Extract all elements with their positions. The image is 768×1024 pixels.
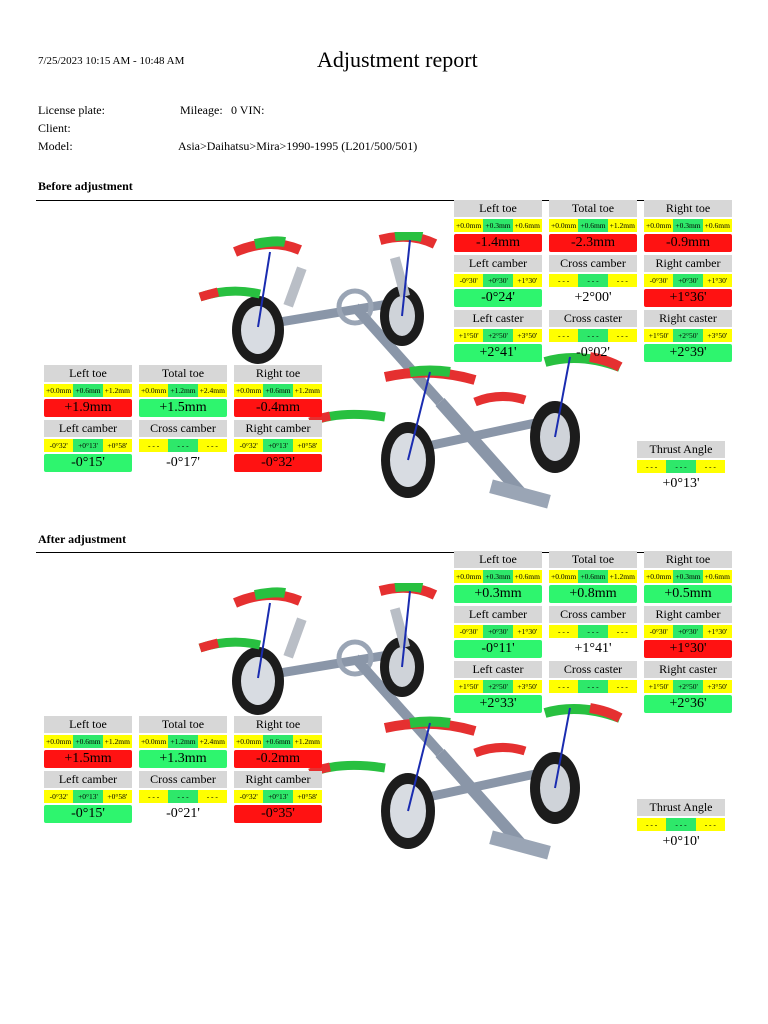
range-min: - - -: [139, 439, 168, 452]
rear-left-toe-measurement: [44, 716, 132, 768]
front-right-caster-measurement: [644, 661, 732, 713]
measured-value: -0°11': [454, 640, 542, 658]
range-min: +0.0mm: [644, 219, 673, 232]
mileage-value: 0 VIN:: [231, 103, 265, 117]
range-min: - - -: [637, 818, 666, 831]
range-min: +1°50': [454, 680, 483, 693]
range-max: - - -: [696, 818, 725, 831]
measured-value: -0.9mm: [644, 234, 732, 252]
range-target: +2°50': [673, 329, 702, 342]
rear-left-camber-measurement: [44, 771, 132, 823]
range-min: - - -: [549, 329, 578, 342]
measurement-label: Right camber: [644, 255, 732, 272]
range-target: +1.2mm: [168, 735, 197, 748]
range-min: -0°30': [644, 274, 673, 287]
measured-value: -0°02': [576, 345, 610, 360]
measured-value: +1.9mm: [44, 399, 132, 417]
tolerance-range: [454, 570, 542, 583]
range-max: +2.4mm: [198, 384, 227, 397]
measurement-label: Right camber: [234, 420, 322, 437]
range-max: +1°30': [703, 625, 732, 638]
front-cross-camber-measurement: [549, 255, 637, 307]
rear-total-toe-measurement: [139, 365, 227, 417]
range-max: +1.2mm: [608, 219, 637, 232]
range-target: +0°30': [483, 274, 512, 287]
tolerance-range: [644, 625, 732, 638]
front-right-caster-measurement: [644, 310, 732, 362]
measured-value: -0°15': [44, 454, 132, 472]
tolerance-range: [44, 790, 132, 803]
tolerance-range: [454, 625, 542, 638]
tolerance-range: [644, 219, 732, 232]
tolerance-range: [549, 680, 637, 693]
measurement-label: Left camber: [454, 606, 542, 623]
range-target: +2°50': [483, 680, 512, 693]
range-max: +1.2mm: [103, 384, 132, 397]
front-right-toe-measurement: [644, 200, 732, 252]
range-max: +1°30': [513, 274, 542, 287]
measurement-label: Cross camber: [549, 255, 637, 272]
range-min: - - -: [637, 460, 666, 473]
tolerance-range: [637, 460, 725, 473]
measurement-label: Right toe: [234, 716, 322, 733]
measurement-label: Total toe: [549, 200, 637, 217]
measurement-label: Left toe: [454, 200, 542, 217]
range-target: +0.6mm: [263, 384, 292, 397]
measurement-label: Cross camber: [549, 606, 637, 623]
front-right-camber-measurement: [644, 606, 732, 658]
measurement-label: Left caster: [454, 310, 542, 327]
date-range: 7/25/2023 10:15 AM - 10:48 AM: [38, 55, 185, 67]
measurement-label: Cross caster: [549, 310, 637, 327]
measurement-label: Left camber: [44, 420, 132, 437]
range-max: - - -: [608, 625, 637, 638]
range-max: +3°50': [703, 329, 732, 342]
range-min: - - -: [549, 274, 578, 287]
front-left-camber-measurement: [454, 255, 542, 307]
range-target: +0°13': [263, 439, 292, 452]
rear-cross-camber-measurement: [139, 420, 227, 472]
range-max: +0.6mm: [703, 570, 732, 583]
range-target: +0°13': [73, 790, 102, 803]
measurement-label: Thrust Angle: [637, 441, 725, 458]
range-target: - - -: [578, 274, 607, 287]
range-target: +0.6mm: [73, 384, 102, 397]
front-left-toe-measurement: [454, 200, 542, 252]
measurement-label: Cross camber: [139, 771, 227, 788]
front-left-camber-measurement: [454, 606, 542, 658]
range-target: - - -: [578, 680, 607, 693]
range-target: - - -: [666, 818, 695, 831]
front-cross-caster-measurement: [549, 661, 637, 713]
range-target: +0°30': [673, 274, 702, 287]
range-min: -0°32': [44, 439, 73, 452]
front-total-toe-measurement: [549, 551, 637, 603]
front-left-caster-measurement: [454, 310, 542, 362]
measured-value: -1.4mm: [454, 234, 542, 252]
measurement-label: Total toe: [139, 365, 227, 382]
range-target: +0°13': [263, 790, 292, 803]
front-right-camber-measurement: [644, 255, 732, 307]
tolerance-range: [644, 570, 732, 583]
measured-value: +0.5mm: [644, 585, 732, 603]
measurement-label: Left camber: [454, 255, 542, 272]
tolerance-range: [549, 274, 637, 287]
measurement-label: Left caster: [454, 661, 542, 678]
measurement-label: Right camber: [644, 606, 732, 623]
range-max: +0.6mm: [703, 219, 732, 232]
measurement-label: Total toe: [139, 716, 227, 733]
range-min: +0.0mm: [549, 570, 578, 583]
range-max: - - -: [608, 680, 637, 693]
range-target: +0.6mm: [578, 219, 607, 232]
range-min: +1°50': [644, 329, 673, 342]
range-max: +3°50': [513, 329, 542, 342]
measured-value: +2°41': [454, 344, 542, 362]
range-min: +1°50': [454, 329, 483, 342]
section-title-before: Before adjustment: [38, 179, 133, 193]
measurement-label: Right toe: [644, 200, 732, 217]
model-label: Model:: [38, 139, 73, 153]
rear-cross-camber-measurement: [139, 771, 227, 823]
range-max: +0°58': [103, 439, 132, 452]
thrust-angle-measurement: [637, 441, 725, 493]
measurement-label: Right caster: [644, 661, 732, 678]
range-target: +2°50': [673, 680, 702, 693]
range-target: - - -: [666, 460, 695, 473]
measured-value: +0.3mm: [454, 585, 542, 603]
range-min: -0°30': [454, 625, 483, 638]
rear-left-camber-measurement: [44, 420, 132, 472]
measured-value: +2°36': [644, 695, 732, 713]
measured-value: +0°13': [662, 476, 700, 491]
range-min: +0.0mm: [549, 219, 578, 232]
license-plate-label: License plate:: [38, 103, 105, 117]
measured-value: -0°17': [166, 455, 200, 470]
front-cross-caster-measurement: [549, 310, 637, 362]
measurement-label: Left toe: [44, 716, 132, 733]
tolerance-range: [454, 680, 542, 693]
range-max: +1°30': [513, 625, 542, 638]
range-min: +0.0mm: [234, 384, 263, 397]
range-target: +0.6mm: [73, 735, 102, 748]
measurement-label: Left toe: [454, 551, 542, 568]
tolerance-range: [234, 384, 322, 397]
tolerance-range: [644, 680, 732, 693]
range-target: +2°50': [483, 329, 512, 342]
range-max: +1.2mm: [103, 735, 132, 748]
range-min: - - -: [139, 790, 168, 803]
measured-value: +1.5mm: [139, 399, 227, 417]
measured-value: -0°35': [234, 805, 322, 823]
measurement-label: Right camber: [234, 771, 322, 788]
tolerance-range: [44, 735, 132, 748]
tolerance-range: [139, 790, 227, 803]
measurement-label: Left camber: [44, 771, 132, 788]
measured-value: +1.5mm: [44, 750, 132, 768]
range-max: +0.6mm: [513, 219, 542, 232]
measured-value: -0°24': [454, 289, 542, 307]
range-max: +0°58': [293, 439, 322, 452]
tolerance-range: [139, 439, 227, 452]
range-target: - - -: [578, 625, 607, 638]
range-max: - - -: [608, 329, 637, 342]
tolerance-range: [644, 274, 732, 287]
front-cross-camber-measurement: [549, 606, 637, 658]
range-target: +1.2mm: [168, 384, 197, 397]
range-max: +1.2mm: [293, 735, 322, 748]
measured-value: +0°10': [662, 834, 700, 849]
range-min: - - -: [549, 625, 578, 638]
range-max: - - -: [198, 439, 227, 452]
range-min: -0°30': [644, 625, 673, 638]
rear-left-toe-measurement: [44, 365, 132, 417]
range-max: - - -: [608, 274, 637, 287]
rear-right-toe-measurement: [234, 716, 322, 768]
measurement-label: Total toe: [549, 551, 637, 568]
range-min: -0°32': [234, 790, 263, 803]
measured-value: -0°32': [234, 454, 322, 472]
measurement-label: Thrust Angle: [637, 799, 725, 816]
tolerance-range: [234, 735, 322, 748]
measured-value: -0°21': [166, 806, 200, 821]
tolerance-range: [549, 625, 637, 638]
range-min: +0.0mm: [454, 570, 483, 583]
measured-value: -0°15': [44, 805, 132, 823]
range-min: +0.0mm: [44, 735, 73, 748]
range-min: +0.0mm: [139, 384, 168, 397]
measured-value: +1°41': [574, 641, 612, 656]
range-min: +0.0mm: [234, 735, 263, 748]
rear-axle-graphic: [310, 357, 620, 509]
range-target: +0.3mm: [483, 570, 512, 583]
tolerance-range: [139, 384, 227, 397]
range-target: - - -: [578, 329, 607, 342]
thrust-angle-measurement: [637, 799, 725, 851]
range-min: - - -: [549, 680, 578, 693]
measurement-label: Right toe: [644, 551, 732, 568]
rear-right-camber-measurement: [234, 771, 322, 823]
range-target: +0°13': [73, 439, 102, 452]
tolerance-range: [454, 329, 542, 342]
range-target: +0.3mm: [673, 570, 702, 583]
tolerance-range: [549, 329, 637, 342]
front-total-toe-measurement: [549, 200, 637, 252]
measurement-label: Cross caster: [549, 661, 637, 678]
range-target: - - -: [168, 439, 197, 452]
tolerance-range: [44, 384, 132, 397]
front-right-toe-measurement: [644, 551, 732, 603]
range-max: - - -: [696, 460, 725, 473]
range-target: - - -: [168, 790, 197, 803]
rear-right-toe-measurement: [234, 365, 322, 417]
range-target: +0°30': [483, 625, 512, 638]
front-left-caster-measurement: [454, 661, 542, 713]
measured-value: +1°36': [644, 289, 732, 307]
range-max: +0°58': [293, 790, 322, 803]
tolerance-range: [44, 439, 132, 452]
tolerance-range: [637, 818, 725, 831]
section-title-after: After adjustment: [38, 532, 127, 546]
mileage-label: Mileage:: [180, 103, 223, 117]
range-max: +0.6mm: [513, 570, 542, 583]
range-max: +1°30': [703, 274, 732, 287]
tolerance-range: [549, 570, 637, 583]
measured-value: +1°30': [644, 640, 732, 658]
range-target: +0.3mm: [673, 219, 702, 232]
front-left-toe-measurement: [454, 551, 542, 603]
measured-value: +2°33': [454, 695, 542, 713]
range-min: -0°32': [234, 439, 263, 452]
range-max: +1.2mm: [608, 570, 637, 583]
range-max: - - -: [198, 790, 227, 803]
measured-value: +2°39': [644, 344, 732, 362]
measurement-label: Right caster: [644, 310, 732, 327]
tolerance-range: [454, 274, 542, 287]
model-value: Asia>Daihatsu>Mira>1990-1995 (L201/500/501): [178, 139, 418, 153]
tolerance-range: [234, 790, 322, 803]
range-target: +0.6mm: [263, 735, 292, 748]
tolerance-range: [139, 735, 227, 748]
rear-total-toe-measurement: [139, 716, 227, 768]
range-target: +0°30': [673, 625, 702, 638]
range-min: -0°32': [44, 790, 73, 803]
range-min: +0.0mm: [454, 219, 483, 232]
range-max: +0°58': [103, 790, 132, 803]
tolerance-range: [234, 439, 322, 452]
measurement-label: Right toe: [234, 365, 322, 382]
client-label: Client:: [38, 121, 71, 135]
rear-right-camber-measurement: [234, 420, 322, 472]
range-max: +3°50': [513, 680, 542, 693]
measured-value: +2°00': [574, 290, 612, 305]
rear-axle-graphic: [310, 708, 620, 860]
tolerance-range: [549, 219, 637, 232]
measured-value: -2.3mm: [549, 234, 637, 252]
range-target: +0.3mm: [483, 219, 512, 232]
range-target: +0.6mm: [578, 570, 607, 583]
page-title: Adjustment report: [317, 47, 478, 72]
range-max: +1.2mm: [293, 384, 322, 397]
range-min: +1°50': [644, 680, 673, 693]
measurement-label: Cross camber: [139, 420, 227, 437]
measured-value: -0.4mm: [234, 399, 322, 417]
range-min: +0.0mm: [44, 384, 73, 397]
range-min: +0.0mm: [139, 735, 168, 748]
tolerance-range: [454, 219, 542, 232]
range-max: +3°50': [703, 680, 732, 693]
measured-value: +1.3mm: [139, 750, 227, 768]
measured-value: [549, 695, 637, 713]
range-min: +0.0mm: [644, 570, 673, 583]
measured-value: +0.8mm: [549, 585, 637, 603]
tolerance-range: [644, 329, 732, 342]
range-min: -0°30': [454, 274, 483, 287]
measured-value: -0.2mm: [234, 750, 322, 768]
range-max: +2.4mm: [198, 735, 227, 748]
measurement-label: Left toe: [44, 365, 132, 382]
